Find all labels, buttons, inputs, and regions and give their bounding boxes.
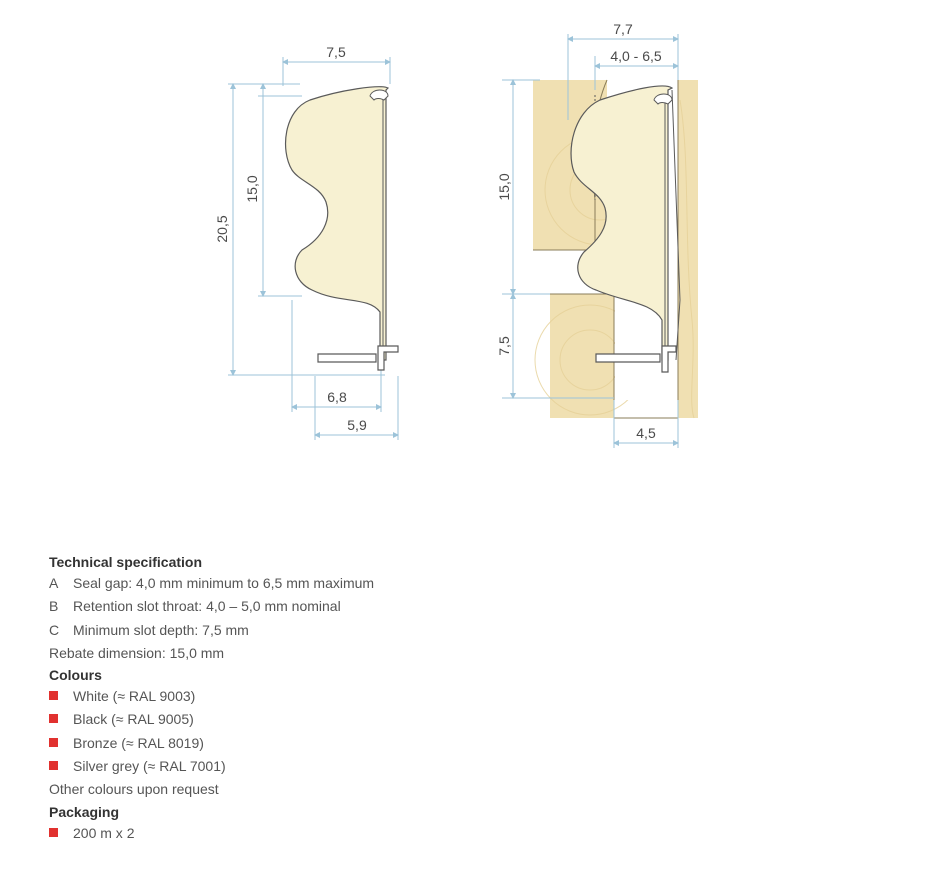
right-profile [496, 21, 698, 448]
dim-right-slot-width: 4,5 [636, 425, 656, 441]
left-seal-foot [318, 354, 376, 362]
dim-left-width-59: 5,9 [347, 417, 367, 433]
dim-left-width-68: 6,8 [327, 389, 347, 405]
technical-specification-title: Technical specification [49, 554, 203, 570]
colour-item-silver-grey [49, 755, 649, 778]
dim-left-total-height: 20,5 [214, 215, 230, 243]
colour-label: White (≈ RAL 9003) [73, 688, 196, 705]
dim-right-gap: 4,0 - 6,5 [610, 48, 662, 64]
specification-section [49, 552, 649, 845]
bullet-square-icon [49, 761, 58, 770]
left-profile [214, 44, 398, 440]
left-seal-bulb [286, 87, 388, 360]
packaging-label: 200 m x 2 [73, 824, 135, 841]
colour-label: Black (≈ RAL 9005) [73, 711, 194, 728]
spec-item-b [49, 595, 649, 618]
spec-text-a: Seal gap: 4,0 mm minimum to 6,5 mm maximum [73, 575, 375, 591]
bullet-square-icon [49, 691, 58, 700]
spec-letter-a: A [49, 575, 59, 591]
spec-letter-b: B [49, 598, 59, 615]
packaging-item [49, 822, 649, 845]
spec-text-c: Minimum slot depth: 7,5 mm [73, 621, 249, 638]
rebate-dimension-text: Rebate dimension: 15,0 mm [49, 644, 225, 661]
spec-item-a [49, 572, 649, 595]
dim-right-rebate: 15,0 [496, 173, 512, 201]
colours-title: Colours [49, 667, 102, 684]
spec-item-c [49, 619, 649, 642]
colour-item-black [49, 708, 649, 731]
dim-left-bulb-height: 15,0 [244, 175, 260, 203]
colour-item-bronze [49, 732, 649, 755]
packaging-title: Packaging [49, 803, 120, 820]
right-seal-foot [596, 354, 660, 362]
colour-label: Silver grey (≈ RAL 7001) [73, 758, 226, 775]
bullet-square-icon [49, 738, 58, 747]
spec-letter-c: C [49, 621, 60, 638]
dim-right-slot-depth: 7,5 [496, 336, 512, 356]
bullet-square-icon [49, 828, 58, 837]
bullet-square-icon [49, 714, 58, 723]
colours-note: Other colours upon request [49, 781, 219, 798]
dim-right-top-width: 7,7 [613, 21, 633, 37]
colour-label: Bronze (≈ RAL 8019) [73, 734, 204, 751]
colour-item-white [49, 685, 649, 708]
dim-left-top-width: 7,5 [326, 44, 346, 60]
spec-text-b: Retention slot throat: 4,0 – 5,0 mm nominal [73, 598, 341, 615]
